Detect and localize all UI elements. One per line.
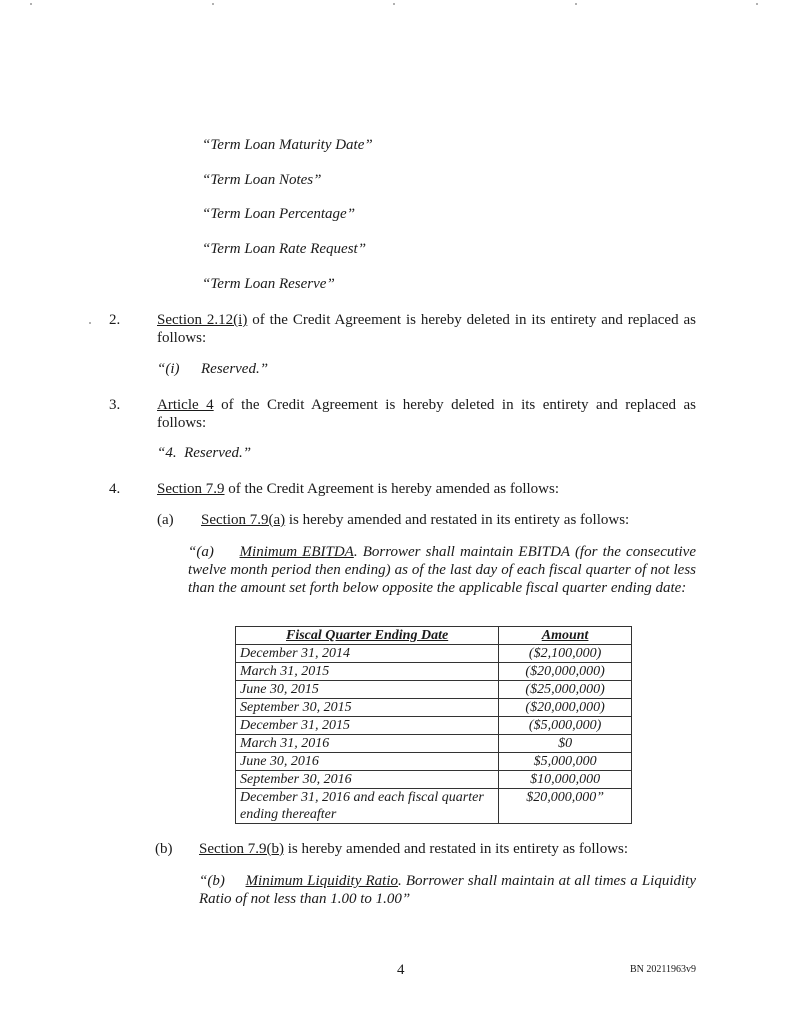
section-reference: Section 7.9(b) [199,841,284,857]
date-cell: December 31, 2015 [236,717,499,735]
quote-label: “(a) [188,544,214,560]
scan-speck [89,322,91,324]
quote-title: Minimum Liquidity Ratio [245,873,398,889]
quote-text: . Borrower shall maintain at all times a Liquidity Ratio of not less than 1.00 to 1.00” [199,873,696,907]
scan-speck [212,3,214,5]
section-reference: Section 7.9(a) [201,512,286,528]
quote-text: . Borrower shall maintain EBITDA (for the consecutive twelve month period then ending) as of the last day of each fiscal quarter of not less than the amount set forth below opposite the applicable fiscal quarter ending date: [188,544,696,596]
date-cell: September 30, 2016 [236,771,499,789]
date-cell: March 31, 2016 [236,735,499,753]
item-number: 3. [109,397,121,413]
item-text: of the Credit Agreement is hereby deleted in its entirety and replaced as follows: [157,397,696,431]
definition-term: “Term Loan Rate Request” [202,241,367,257]
amount-cell: $5,000,000 [499,753,632,771]
page-number: 4 [397,962,405,978]
item-text: of the Credit Agreement is hereby deleted in its entirety and replaced as follows: [157,312,696,346]
scan-speck [756,3,758,5]
subitem-text: is hereby amended and restated in its entirety as follows: [283,841,629,857]
subitem-paragraph [199,840,696,858]
quote-paragraph [199,872,696,908]
section-reference: Section 7.9 [157,481,225,497]
table-row [236,717,632,735]
quote-title: Minimum EBITDA [239,544,354,560]
table-row [236,663,632,681]
table-row [236,681,632,699]
column-header: Fiscal Quarter Ending Date [236,627,499,645]
scan-speck [393,3,395,5]
amount-cell: ($25,000,000) [499,681,632,699]
table-row [236,771,632,789]
document-id: BN 20211963v9 [630,964,697,975]
date-cell: September 30, 2015 [236,699,499,717]
column-header: Amount [499,627,632,645]
amount-cell: $10,000,000 [499,771,632,789]
amount-cell: ($20,000,000) [499,699,632,717]
table-row [236,699,632,717]
table-row [236,753,632,771]
amount-cell: ($5,000,000) [499,717,632,735]
quote-text: “4. Reserved.” [157,445,252,461]
subitem-text: is hereby amended and restated in its entirety as follows: [285,512,630,528]
quote-paragraph [188,543,696,597]
scan-speck [30,3,32,5]
date-cell: December 31, 2016 and each fiscal quarter ending thereafter [236,789,499,824]
quote-text: Reserved.” [201,361,269,377]
date-cell: June 30, 2015 [236,681,499,699]
date-cell: March 31, 2015 [236,663,499,681]
table-header-row [236,627,632,645]
table-row [236,735,632,753]
amount-cell: $0 [499,735,632,753]
scan-speck [575,3,577,5]
amount-cell: ($2,100,000) [499,645,632,663]
quote-label: “(i) [157,361,180,377]
date-cell: December 31, 2014 [236,645,499,663]
item-paragraph [157,480,696,498]
section-reference: Section 2.12(i) [157,312,248,328]
date-cell: June 30, 2016 [236,753,499,771]
subitem-paragraph [201,511,696,529]
amount-cell: $20,000,000” [499,789,632,824]
item-number: 4. [109,481,121,497]
table-row [236,789,632,824]
item-paragraph [157,311,696,347]
definition-term: “Term Loan Percentage” [202,206,356,222]
table-row [236,645,632,663]
item-text: of the Credit Agreement is hereby amended as follows: [224,481,559,497]
definition-term: “Term Loan Reserve” [202,276,335,292]
ebitda-table [235,626,632,824]
article-reference: Article 4 [157,397,214,413]
item-number: 2. [109,312,121,328]
definition-term: “Term Loan Notes” [202,172,322,188]
subitem-label: (b) [155,841,173,857]
subitem-label: (a) [157,512,174,528]
definition-term: “Term Loan Maturity Date” [202,137,373,153]
quote-label: “(b) [199,873,225,889]
amount-cell: ($20,000,000) [499,663,632,681]
item-paragraph [157,396,696,432]
